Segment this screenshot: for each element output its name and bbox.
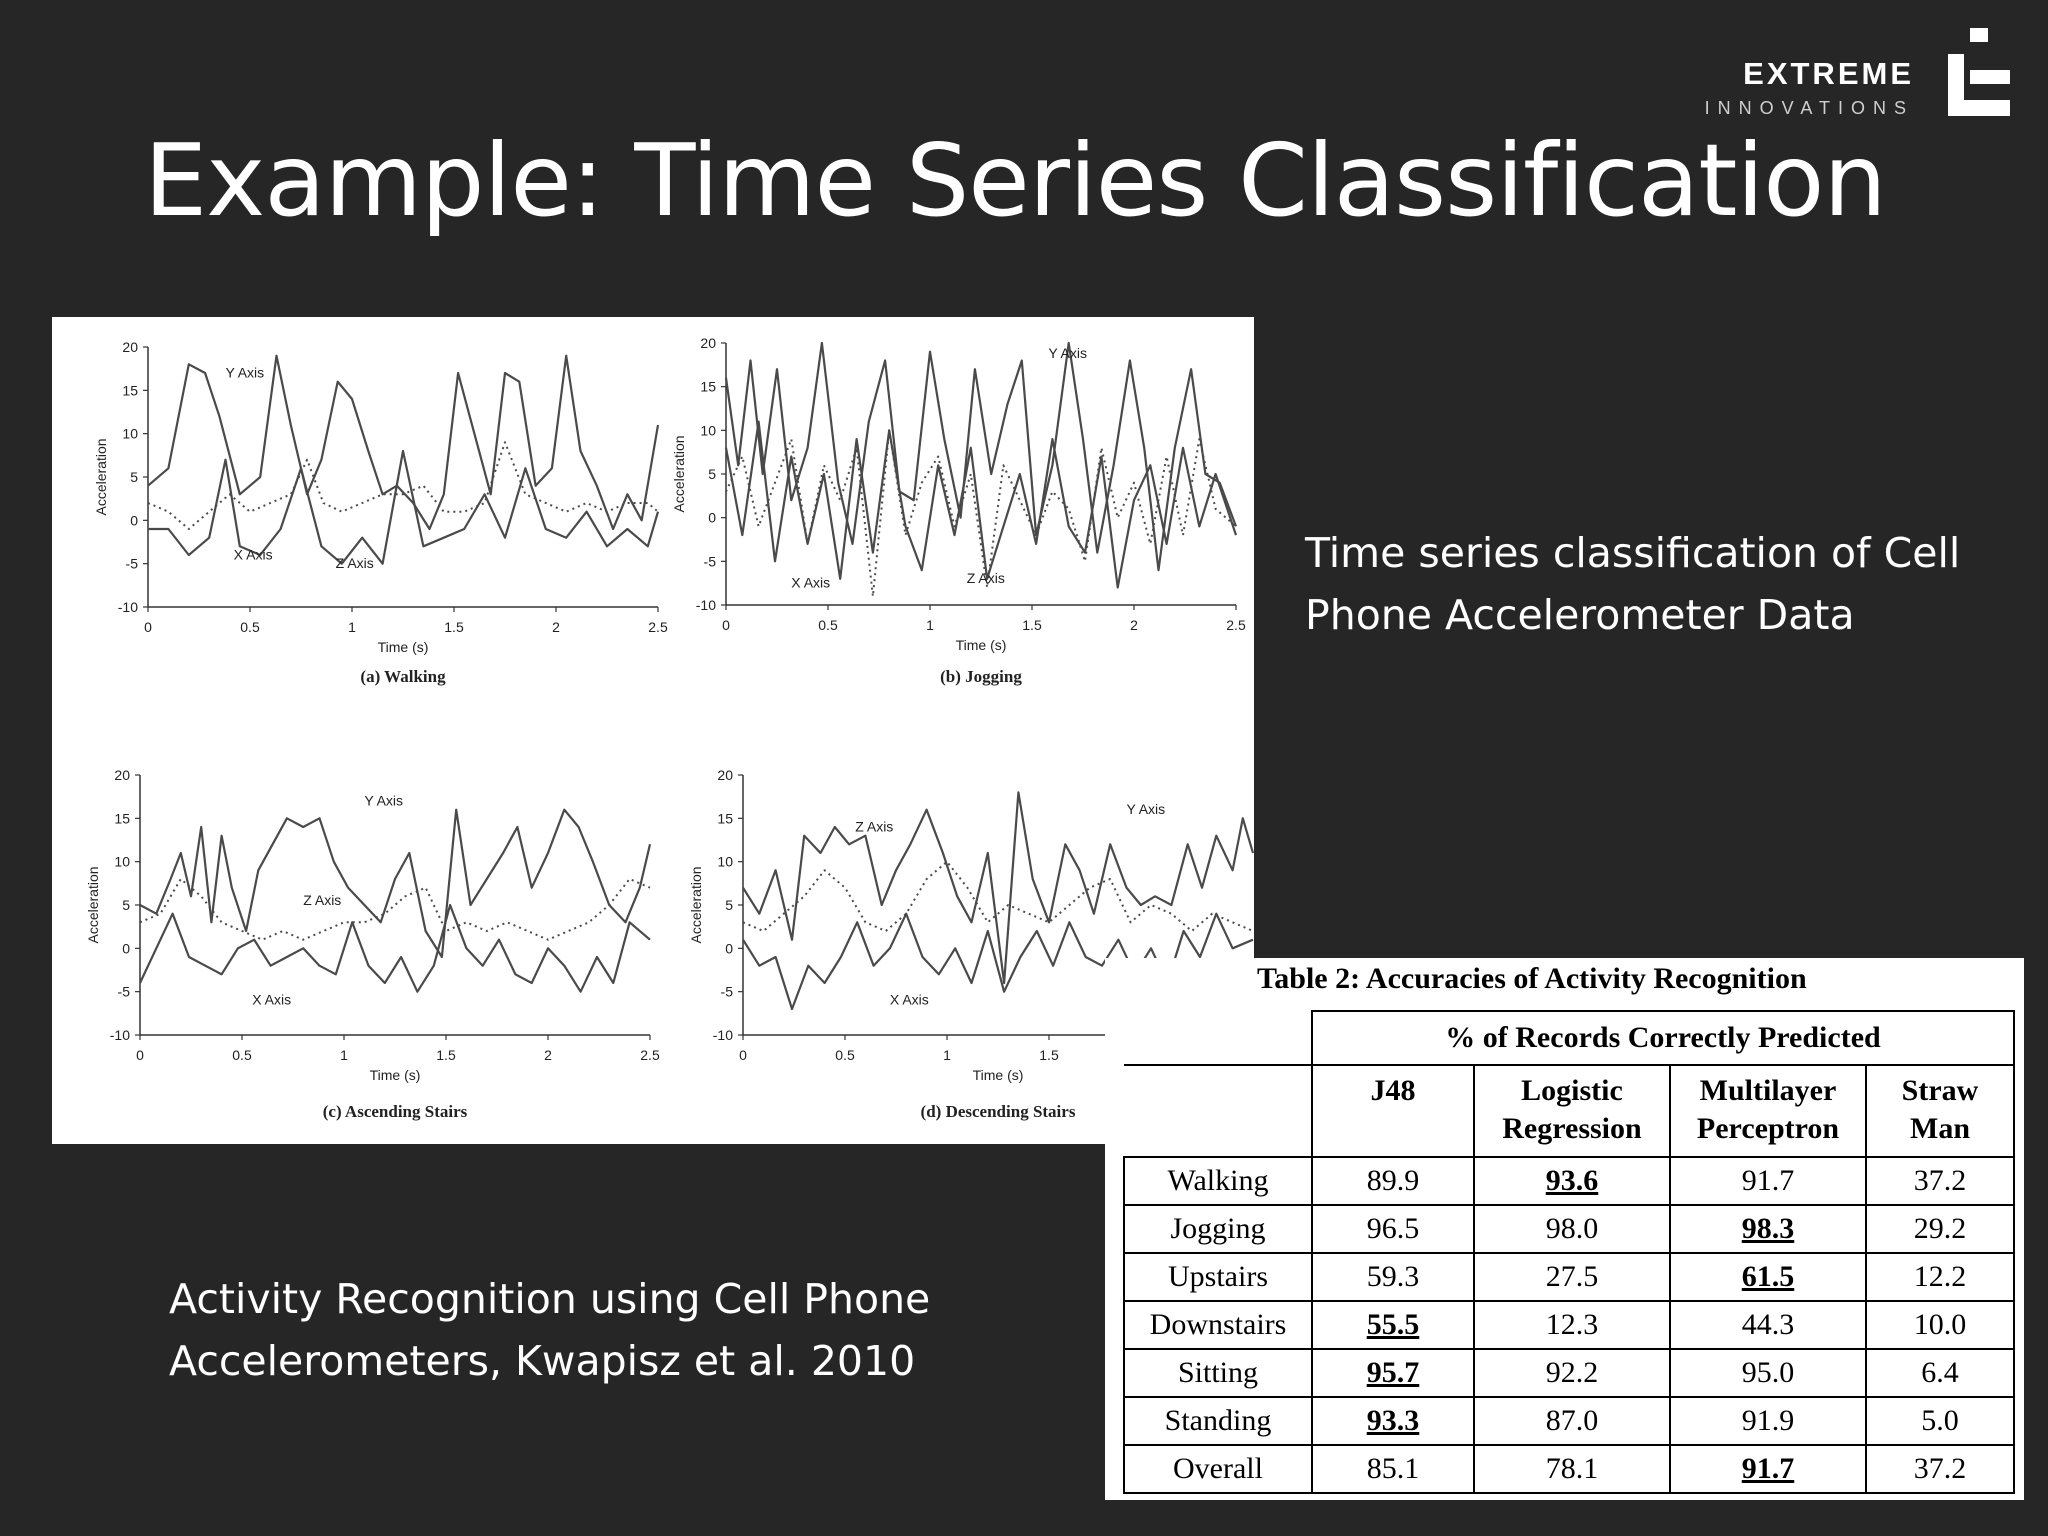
y-tick-label: 20 (122, 339, 138, 355)
table-cell: 85.1 (1312, 1445, 1474, 1493)
series-line-z-axis (743, 862, 1253, 931)
table-cell: 61.5 (1670, 1253, 1866, 1301)
x-tick-label: 2 (1130, 617, 1138, 633)
row-label: Overall (1124, 1445, 1312, 1493)
row-label: Sitting (1124, 1349, 1312, 1397)
series-annotation: Z Axis (303, 892, 342, 908)
table-cell: 89.9 (1312, 1157, 1474, 1205)
table-cell: 37.2 (1866, 1445, 2014, 1493)
citation-text: Activity Recognition using Cell Phone Accelerometers, Kwapisz et al. 2010 (169, 1275, 931, 1385)
column-header: Multilayer Perceptron (1670, 1065, 1866, 1157)
y-tick-label: 0 (122, 940, 130, 957)
y-tick-label: 0 (725, 940, 733, 957)
y-tick-label: -10 (117, 599, 138, 615)
series-annotation: X Axis (791, 574, 831, 591)
table-cell: 12.2 (1866, 1253, 2014, 1301)
y-tick-label: 20 (717, 767, 733, 783)
y-tick-label: 15 (122, 382, 138, 399)
y-tick-label: 0 (130, 512, 138, 529)
series-annotation: Z Axis (966, 570, 1005, 587)
x-tick-label: 0.5 (835, 1047, 855, 1063)
table-cell: 92.2 (1474, 1349, 1670, 1397)
x-tick-label: 1 (340, 1047, 348, 1063)
x-tick-label: 1 (943, 1047, 951, 1063)
group-header: % of Records Correctly Predicted (1312, 1011, 2014, 1065)
y-tick-label: -10 (109, 1027, 130, 1043)
column-header: J48 (1312, 1065, 1474, 1157)
table-cell: 6.4 (1866, 1349, 2014, 1397)
accuracy-table-panel (1105, 958, 2024, 1500)
y-tick-label: 5 (130, 469, 138, 485)
x-tick-label: 2.5 (648, 619, 668, 635)
series-annotation: Y Axis (364, 792, 404, 809)
table-cell: 96.5 (1312, 1205, 1474, 1253)
table-cell: 91.7 (1670, 1157, 1866, 1205)
logo-subtitle: INNOVATIONS (1704, 98, 1914, 118)
x-tick-label: 0.5 (232, 1047, 252, 1063)
y-axis-label: Acceleration (85, 866, 101, 944)
column-header: Straw Man (1866, 1065, 2014, 1157)
plot-caption: (b) Jogging (940, 667, 1022, 686)
x-tick-label: 0.5 (818, 617, 838, 633)
x-tick-label: 1.5 (436, 1047, 456, 1063)
table-cell: 12.3 (1474, 1301, 1670, 1349)
plot-caption: (a) Walking (360, 667, 446, 686)
y-tick-label: 20 (114, 767, 130, 783)
y-tick-label: -5 (125, 555, 138, 572)
x-tick-label: 1.5 (1022, 617, 1042, 633)
series-annotation: Z Axis (335, 555, 374, 571)
table-cell: 55.5 (1312, 1301, 1474, 1349)
accuracy-table (1123, 1010, 2015, 1494)
x-tick-label: 1 (926, 617, 934, 633)
table-cell: 37.2 (1866, 1157, 2014, 1205)
table-cell: 29.2 (1866, 1205, 2014, 1253)
y-tick-label: 15 (700, 378, 716, 395)
table-cell: 98.0 (1474, 1205, 1670, 1253)
table-cell: 44.3 (1670, 1301, 1866, 1349)
table-row (1124, 1397, 2014, 1445)
row-label: Downstairs (1124, 1301, 1312, 1349)
table-cell: 27.5 (1474, 1253, 1670, 1301)
table-cell: 91.7 (1670, 1445, 1866, 1493)
table-cell: 95.0 (1670, 1349, 1866, 1397)
series-annotation: X Axis (252, 991, 292, 1008)
y-tick-label: 10 (114, 853, 130, 870)
table-cell: 78.1 (1474, 1445, 1670, 1493)
x-tick-label: 2 (552, 619, 560, 635)
y-axis-label: Acceleration (93, 438, 109, 516)
y-tick-label: -10 (712, 1027, 733, 1043)
y-axis-label: Acceleration (671, 435, 687, 513)
series-line-y-axis (140, 810, 650, 957)
series-annotation: X Axis (233, 546, 273, 563)
x-axis-label: Time (s) (369, 1067, 421, 1083)
y-tick-label: 0 (708, 509, 716, 526)
x-tick-label: 0 (136, 1047, 144, 1063)
table-row (1124, 1301, 2014, 1349)
accelerometer-plots (52, 317, 1254, 1144)
x-axis-label: Time (s) (972, 1067, 1024, 1083)
table-row (1124, 1253, 2014, 1301)
x-tick-label: 1.5 (444, 619, 464, 635)
x-tick-label: 2 (544, 1047, 552, 1063)
series-annotation: Y Axis (1048, 344, 1087, 361)
table-cell: 93.6 (1474, 1157, 1670, 1205)
table-cell: 10.0 (1866, 1301, 2014, 1349)
row-label: Jogging (1124, 1205, 1312, 1253)
table-row (1124, 1445, 2014, 1493)
row-label: Standing (1124, 1397, 1312, 1445)
row-label: Upstairs (1124, 1253, 1312, 1301)
x-tick-label: 1.5 (1039, 1047, 1059, 1063)
x-tick-label: 0 (144, 619, 152, 635)
series-line-x-axis (148, 451, 658, 564)
table-row (1124, 1205, 2014, 1253)
plot-caption: (c) Ascending Stairs (322, 1102, 468, 1121)
y-tick-label: 15 (717, 810, 733, 827)
table-cell: 5.0 (1866, 1397, 2014, 1445)
table-cell: 87.0 (1474, 1397, 1670, 1445)
logo-wordmark: EXTREME (1743, 56, 1914, 91)
table-cell: 98.3 (1670, 1205, 1866, 1253)
y-tick-label: 5 (725, 897, 733, 913)
y-tick-label: -5 (703, 553, 716, 570)
x-tick-label: 2.5 (1226, 617, 1246, 633)
y-tick-label: -5 (720, 983, 733, 1000)
plot-caption: (d) Descending Stairs (920, 1102, 1076, 1121)
table-cell: 93.3 (1312, 1397, 1474, 1445)
y-axis-label: Acceleration (688, 866, 704, 944)
series-annotation: Y Axis (225, 364, 265, 381)
series-line-y-axis (148, 356, 658, 529)
x-tick-label: 0 (722, 617, 730, 633)
x-tick-label: 0 (739, 1047, 747, 1063)
x-tick-label: 2.5 (640, 1047, 660, 1063)
series-annotation: Y Axis (1126, 801, 1166, 817)
y-tick-label: 10 (122, 425, 138, 442)
y-tick-label: 20 (700, 335, 716, 351)
y-tick-label: 5 (708, 466, 716, 482)
slide-title: Example: Time Series Classification (144, 122, 1886, 239)
table-corner (1124, 1011, 1312, 1065)
table-row (1124, 1349, 2014, 1397)
column-header: Logistic Regression (1474, 1065, 1670, 1157)
y-tick-label: 15 (114, 810, 130, 827)
x-tick-label: 1 (348, 619, 356, 635)
table-row (1124, 1157, 2014, 1205)
logo-mark-icon (1948, 28, 2010, 116)
row-label: Walking (1124, 1157, 1312, 1205)
x-axis-label: Time (s) (377, 639, 429, 655)
series-annotation: X Axis (889, 991, 929, 1008)
table-cell: 91.9 (1670, 1397, 1866, 1445)
description-text: Time series classification of Cell Phone Accelerometer Data (1305, 529, 1961, 639)
x-axis-label: Time (s) (955, 637, 1007, 653)
extreme-innovations-logo (1700, 28, 2010, 120)
table-cell: 59.3 (1312, 1253, 1474, 1301)
y-tick-label: -10 (695, 597, 716, 613)
y-tick-label: -5 (117, 983, 130, 1000)
series-line-x-axis (140, 905, 650, 992)
y-tick-label: 5 (122, 897, 130, 913)
table-cell: 95.7 (1312, 1349, 1474, 1397)
table-caption: Table 2: Accuracies of Activity Recognition (1257, 962, 1807, 995)
column-header-blank (1124, 1065, 1312, 1157)
series-annotation: Z Axis (855, 818, 894, 835)
y-tick-label: 10 (717, 853, 733, 870)
accelerometer-plots-panel (52, 317, 1254, 1144)
x-tick-label: 0.5 (240, 619, 260, 635)
y-tick-label: 10 (700, 422, 716, 439)
